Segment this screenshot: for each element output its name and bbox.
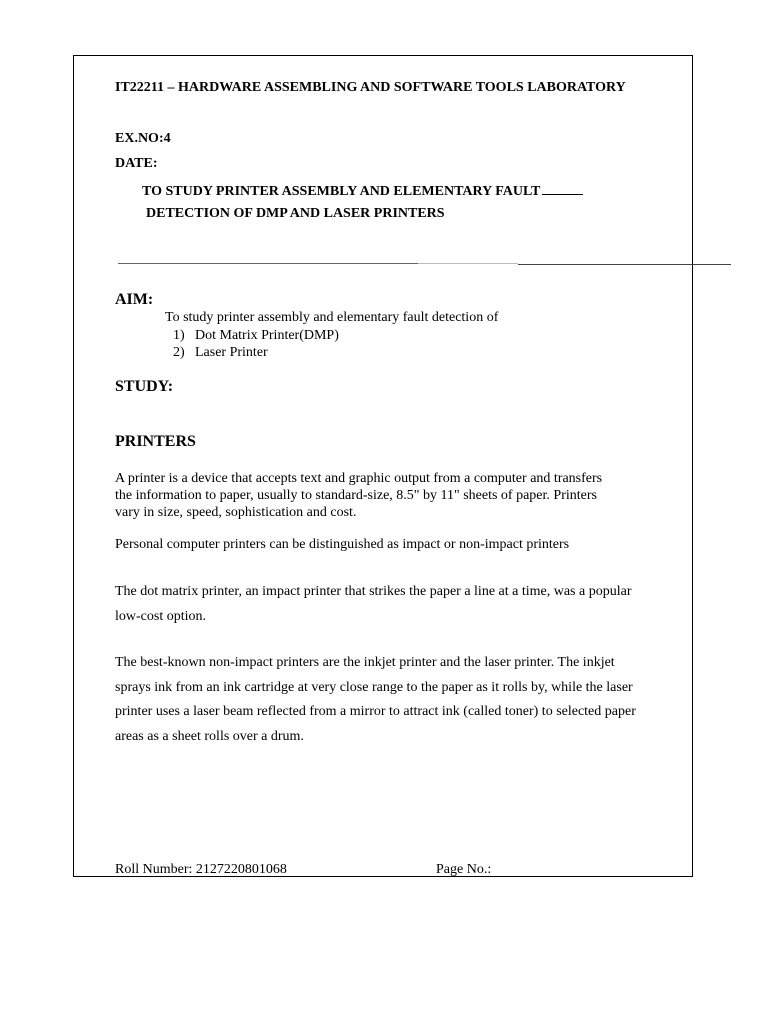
roll-number: Roll Number: 2127220801068 xyxy=(115,862,287,877)
list-item-text: Laser Printer xyxy=(195,345,268,360)
date-label: DATE: xyxy=(115,156,158,171)
title-underline-blank xyxy=(542,181,583,195)
list-item-number: 1) xyxy=(173,328,185,343)
list-item xyxy=(173,327,339,344)
paragraph-printer-definition: A printer is a device that accepts text and graphic output from a computer and transfers the information to paper, usually to standard-size, 8.5" by 11" sheets of paper. Printers vary in size, speed, sophistication and cost. xyxy=(115,471,603,520)
study-heading: STUDY: xyxy=(115,378,174,395)
exercise-number: EX.NO:4 xyxy=(115,131,171,146)
aim-heading: AIM: xyxy=(115,291,154,308)
experiment-title-line-1 xyxy=(142,181,583,200)
horizontal-rule xyxy=(418,263,518,264)
aim-list xyxy=(173,327,339,361)
horizontal-rule xyxy=(518,264,731,265)
printers-heading: PRINTERS xyxy=(115,433,196,450)
paragraph-dot-matrix: The dot matrix printer, an impact printer that strikes the paper a line at a time, was a popular low-cost option. xyxy=(115,584,632,624)
experiment-title-line-1-text: TO STUDY PRINTER ASSEMBLY AND ELEMENTARY FAULT xyxy=(142,184,541,199)
experiment-title-line-2: DETECTION OF DMP AND LASER PRINTERS xyxy=(146,206,445,221)
horizontal-rule xyxy=(118,263,418,264)
course-title: IT22211 – HARDWARE ASSEMBLING AND SOFTWARE TOOLS LABORATORY xyxy=(115,80,626,95)
page-border xyxy=(73,55,693,877)
aim-intro: To study printer assembly and elementary fault detection of xyxy=(165,310,499,325)
paragraph-printer-types: Personal computer printers can be distinguished as impact or non-impact printers xyxy=(115,537,570,552)
page-number-label: Page No.: xyxy=(436,862,492,877)
list-item xyxy=(173,344,339,361)
list-item-text: Dot Matrix Printer(DMP) xyxy=(195,328,339,343)
list-item-number: 2) xyxy=(173,345,185,360)
paragraph-non-impact: The best-known non-impact printers are the inkjet printer and the laser printer. The inkjet sprays ink from an ink cartridge at very close range to the paper as it rolls by, while the laser printer uses a laser beam reflected from a mirror to attract ink (called toner) to selected paper areas as a sheet rolls over a drum. xyxy=(115,655,636,744)
